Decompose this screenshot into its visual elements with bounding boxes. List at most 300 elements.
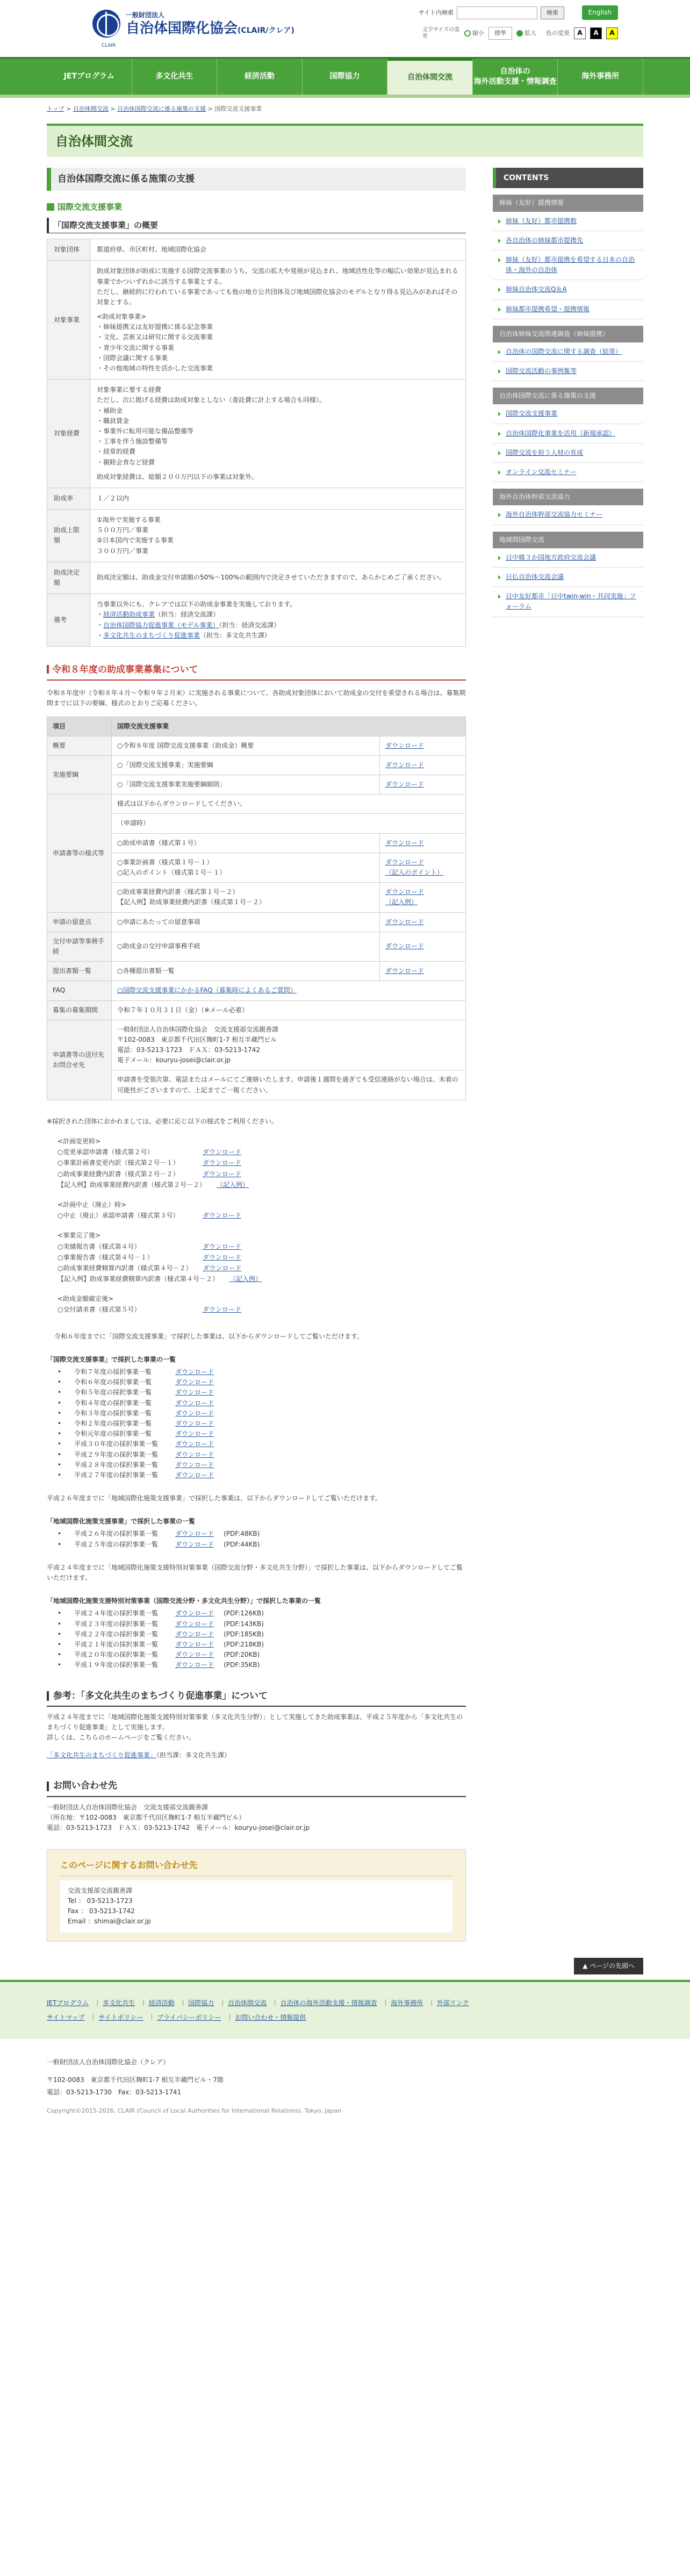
list-label: • 平成２４年度の採択事業一覧 [74, 1609, 159, 1618]
item-text: ○「国際交流支援事業」実施要綱 [112, 755, 380, 775]
value-line: ・国際会議に関する事業 [97, 354, 168, 362]
row-value [90, 239, 466, 261]
sidebar-list [493, 342, 643, 381]
sidebar-category: 姉妹（友好）提携情報 [493, 195, 643, 211]
related-owner: （担当：経済交流課） [155, 611, 220, 619]
breadcrumb-link[interactable]: トップ [47, 105, 64, 112]
download-link[interactable]: ダウンロード [175, 1389, 214, 1397]
overview-table [47, 239, 466, 647]
sidebar-item [493, 342, 643, 362]
radio-icon [464, 30, 471, 37]
list-label: • 令和３年度の採択事業一覧 [74, 1409, 152, 1417]
value-line: ①海外で実施する事業 [97, 516, 161, 524]
color-black-button[interactable]: A [590, 27, 602, 39]
sidebar-link[interactable]: 日中韓３か国地方政府交流会議 [506, 553, 596, 561]
form-name: ○交付請求書（様式第５号） [58, 1306, 141, 1314]
item-text: ○助成事業経費内訳書（様式第１号－２） 【記入例】助成事業経費内訳書（様式第１号－２） [112, 883, 380, 912]
sidebar-item [493, 424, 643, 443]
form-row [58, 1147, 466, 1157]
footer-address [47, 2056, 643, 2098]
breadcrumb-link[interactable]: 自治体間交流 [73, 105, 109, 112]
form-group [58, 1136, 466, 1190]
list-label: • 平成２１年度の採択事業一覧 [74, 1640, 159, 1648]
adopted3-lead: 平成２４年度までに「地域国際化施策支援特別対策事業（国際交流分野・多文化共生分野）」で採択した事業は、以下からダウンロードしてご覧いただけます。 [47, 1563, 463, 1582]
value-line: ・姉妹提携又は友好提携に係る記念事業 [97, 323, 213, 331]
table-row [47, 755, 466, 775]
file-size: (PDF:143KB) [224, 1620, 264, 1628]
download-cell [380, 912, 466, 932]
row-header: 募集の募集期間 [47, 1000, 112, 1020]
inquiry-heading: このページに関するお問い合わせ先 [60, 1858, 452, 1876]
list-item [58, 1377, 466, 1387]
footer-line: 一般財団法人自治体国際化協会（クレア） [47, 2058, 170, 2066]
sidebar-item [493, 568, 643, 587]
value-line: ・職員賃金 [97, 417, 130, 425]
ref-suffix: （担当課：多文化共生課） [156, 1751, 231, 1759]
download-link[interactable]: ダウンロード [175, 1430, 214, 1438]
note-line: ・多文化共生のまちづくり促進事業（担当：多文化共生課） [97, 631, 271, 639]
inquiry-line: Fax ： 03-5213-1742 [68, 1907, 135, 1915]
download-link[interactable]: ダウンロード [203, 1148, 242, 1156]
form-row [58, 1180, 466, 1190]
download-link[interactable]: ダウンロード [175, 1530, 214, 1538]
org-abbr: (CLAIR/クレア) [238, 26, 294, 35]
section-title: 自治体国際交流に係る施策の支援 [47, 168, 466, 191]
ref-text: 平成２４年度までに「地域国際化施策支援特別対策事業（多文化共生分野）」として実施してきた助成事業は、平成２５年度から「多文化共生のまちづくり促進事業」として実施します。 詳しくは、こちらのホームページをご覧ください。 [47, 1713, 463, 1742]
search-input[interactable] [457, 6, 537, 19]
list-label: • 令和６年度の採択事業一覧 [74, 1378, 152, 1386]
footer-link[interactable]: 自治体間交流 [227, 1999, 267, 2007]
value-line: ・その他地域の特性を活かした交流事業 [97, 364, 213, 373]
row-value [90, 261, 466, 380]
font-large-option[interactable]: 拡大 [516, 28, 536, 38]
list-item [58, 1529, 466, 1539]
group-title: <事業完了後> [58, 1232, 101, 1240]
download-link[interactable]: ダウンロード [175, 1471, 214, 1479]
sidebar-link[interactable]: 国際交流を担う人材の育成 [506, 448, 584, 456]
download-link[interactable]: ダウンロード [175, 1609, 214, 1618]
download-link[interactable]: ダウンロード [385, 741, 425, 749]
download-link[interactable]: ダウンロード [203, 1242, 242, 1250]
download-link[interactable]: ダウンロード （記入のポイント） [385, 858, 444, 877]
item-text: 一般財団法人自治体国際化協会 交流支援部交流親善課 〒102-0083 東京都千代田区麹町1-7 相互半蔵門ビル 電話：03-5213-1723 ＦＡＸ：03-5213-1742 電子メール：kouryu-josei@clair.or.jp [112, 1020, 466, 1070]
file-size: (PDF:20KB) [224, 1651, 260, 1659]
download-cell [380, 932, 466, 961]
related-owner: （担当：多文化共生課） [199, 631, 271, 639]
sidebar-link[interactable]: 各自治体の姉妹都市提携先 [506, 236, 584, 244]
list-item [58, 1450, 466, 1460]
nav-item[interactable]: 多文化共生 [132, 59, 218, 95]
sidebar-item [493, 587, 643, 617]
download-link[interactable]: ダウンロード [175, 1450, 214, 1458]
download-cell [380, 883, 466, 912]
value-line: 都道府県、市区町村、地域国際化協会 [97, 246, 207, 254]
value-line: <助成対象事業> [97, 313, 147, 321]
list-label: • 令和７年度の採択事業一覧 [74, 1368, 152, 1376]
download-link[interactable]: ダウンロード [385, 967, 425, 975]
related-link[interactable]: 多文化共生のまちづくり促進事業 [103, 631, 200, 639]
download-link[interactable]: ダウンロード [203, 1212, 242, 1220]
sidebar-link[interactable]: 姉妹（友好）都市提携を希望する日本の自治体・海外の自治体 [506, 255, 635, 274]
sidebar-link[interactable]: 国際交流支援事業 [506, 410, 558, 418]
download-cell [380, 755, 466, 775]
item-text: ○事業計画書（様式第１号－１） ○記入のポイント（様式第１号－１） [112, 853, 380, 882]
row-value [90, 562, 466, 593]
sidebar-list [493, 212, 643, 319]
inquiry-line: 交流支援部交流親善課 [68, 1886, 133, 1894]
file-size: (PDF:126KB) [224, 1609, 264, 1618]
list-item [58, 1408, 466, 1419]
list-item [58, 1439, 466, 1449]
sub-heading: 国際交流支援事業 [58, 202, 123, 212]
org-small: 一般財団法人 [126, 11, 165, 19]
list-label: • 令和元年度の採択事業一覧 [74, 1430, 152, 1438]
list-label: • 令和４年度の採択事業一覧 [74, 1399, 152, 1407]
form-row [58, 1158, 466, 1168]
download-link[interactable]: ダウンロード [385, 781, 425, 789]
form-name: ○中止（廃止）承認申請書（様式第３号） [58, 1212, 179, 1220]
table-row [47, 962, 466, 981]
list-label: • 平成２６年度の採択事業一覧 [74, 1530, 159, 1538]
list-item [58, 1387, 466, 1398]
square-icon [47, 203, 54, 211]
value-line: １／２以内 [97, 494, 130, 502]
list-item [58, 1470, 466, 1480]
site-header [0, 0, 690, 57]
row-header: 提出書類一覧 [47, 962, 112, 981]
form-name: ○助成事業経費精算内訳書（様式第４号－２） [58, 1264, 192, 1272]
sidebar-item [493, 443, 643, 463]
download-link[interactable]: （記入例） [217, 1180, 249, 1189]
row-header: FAQ [47, 981, 112, 1000]
breadcrumb-current: 国際交流支援事業 [214, 105, 262, 112]
file-size: (PDF:35KB) [224, 1661, 260, 1669]
org-name: 自治体国際化協会 [126, 20, 238, 37]
sidebar-link[interactable]: 海外自治体幹部交流協力セミナー [506, 511, 603, 519]
list-item [58, 1540, 466, 1550]
sidebar-item [493, 548, 643, 568]
r8-lead: 令和８年度中（令和８年４月～令和９年２月末）に実施される事業について、各助成対象団体において助成金の交付を希望される場合は、募集期間までに以下の要綱、様式のとおりご応募ください。 [47, 689, 466, 707]
table-row [47, 932, 466, 961]
table-row [47, 1000, 466, 1020]
sidebar-link[interactable]: 姉妹都市提携希望・提携情報 [506, 305, 590, 313]
table-header: 項目 [47, 717, 112, 736]
download-link[interactable]: ダウンロード [175, 1461, 214, 1469]
list-item [58, 1619, 466, 1629]
download-cell [380, 833, 466, 853]
table-header: 国際交流支援事業 [112, 717, 466, 736]
sidebar-link[interactable]: 自治体国際化事業を活用（新規承認） [506, 429, 616, 437]
related-link[interactable]: 経済活動助成事業 [103, 611, 155, 619]
list-label: • 平成３０年度の採択事業一覧 [74, 1440, 159, 1448]
sidebar-category: 自治体国際交流に係る施策の支援 [493, 388, 643, 404]
row-value [90, 594, 466, 647]
value-line: ・青少年交流に関する事業 [97, 344, 175, 352]
form-name: ○助成事業経費内訳書（様式第２号－２） [58, 1170, 179, 1178]
pagetop-button[interactable]: ▲ ページの先頭へ [574, 1958, 643, 1974]
list-label: • 平成２８年度の採択事業一覧 [74, 1461, 159, 1469]
download-link[interactable]: ダウンロード [175, 1419, 214, 1427]
download-link[interactable]: ダウンロード [175, 1620, 214, 1628]
footer-nav: JETプログラム ｜ 多文化共生 ｜ 経済活動 ｜ 国際協力 ｜ 自治体間交流 ｜ 自治体の海外活動支援・情報調査 ｜ 海外事務所 ｜ 外部リンク サイトマップ ｜ サイトポリシー ｜ プライバシーポリシー ｜ お問い合わせ・情報提供 [0, 1980, 690, 2039]
item-text: ○令和８年度 国際交流支援事業（助成金）概要 [112, 736, 380, 755]
value-line: ・文化、芸術又は研究に関する交流事業 [97, 333, 213, 341]
table-row [47, 510, 466, 562]
file-size: (PDF:48KB) [224, 1530, 260, 1538]
form-name: ○事業計画書変更内訳（様式第２号－１） [58, 1159, 179, 1167]
list-item [58, 1608, 466, 1619]
color-label: 色の変更 [546, 30, 570, 37]
footer-link[interactable]: 経済活動 [148, 1999, 175, 2007]
download-link[interactable]: ダウンロード [175, 1651, 214, 1659]
list-item [58, 1419, 466, 1429]
row-header: 申請書等の送付先 お問合せ先 [47, 1020, 112, 1100]
value-line: 助成対象団体が助成に実施する国際交流事業のうち、交流の拡大や発展が見込まれ、地域活性化等の幅広い効果が見込まれる事業でかついずれかに該当する事業とする。 [97, 267, 458, 285]
download-link[interactable]: ダウンロード [175, 1540, 214, 1548]
download-cell [380, 775, 466, 795]
footer-link[interactable]: サイトマップ [47, 2013, 85, 2021]
download-link[interactable]: ダウンロード [175, 1368, 214, 1376]
font-std-option[interactable]: 標準 [488, 27, 512, 40]
footer-link[interactable]: サイトポリシー [98, 2013, 143, 2021]
row-header: 実施要綱 [47, 755, 112, 794]
logo-sub: CLAIR [101, 43, 116, 48]
download-link[interactable]: ダウンロード [175, 1399, 214, 1407]
download-link[interactable]: ダウンロード [175, 1640, 214, 1648]
related-link[interactable]: 自治体国際協力促進事業（モデル事業） [103, 621, 219, 629]
breadcrumb-link[interactable]: 自治体国際交流に係る施策の支援 [117, 105, 206, 112]
list-label: • 平成２２年度の採択事業一覧 [74, 1630, 159, 1638]
list-item [58, 1460, 466, 1470]
contact-text: 一般財団法人自治体国際化協会 交流支援部交流親善課 （所在地：〒102-0083 東京都千代田区麹町1-7 相互半蔵門ビル） 電話：03-5213-1723 ＦＡＸ：03-5213-1742 電子メール：kouryu-josei@clair.or.jp [47, 1803, 310, 1832]
list-label: • 平成２５年度の採択事業一覧 [74, 1540, 159, 1548]
table-row [47, 1020, 466, 1070]
download-link[interactable]: ダウンロード [203, 1253, 242, 1261]
adopted1-title: 「国際交流支援事業」で採択した事業の一覧 [47, 1355, 176, 1363]
color-white-button[interactable]: A [574, 27, 586, 39]
footer-link[interactable]: 外部リンク [436, 1999, 469, 2007]
site-logo[interactable] [92, 10, 294, 48]
download-link[interactable]: ダウンロード [175, 1630, 214, 1638]
item-text: ○申請にあたっての留意事項 [112, 912, 380, 932]
download-link[interactable]: ダウンロード [203, 1306, 242, 1314]
list-label: • 平成２９年度の採択事業一覧 [74, 1450, 159, 1458]
download-link[interactable]: ダウンロード [203, 1159, 242, 1167]
list-item [58, 1650, 466, 1660]
english-button[interactable]: English [582, 5, 618, 20]
table-row [47, 981, 466, 1000]
inquiry-line: Email ：shimai@clair.or.jp [68, 1917, 151, 1926]
form-row [58, 1211, 466, 1221]
footer-line: 電話：03-5213-1730 Fax：03-5213-1741 [47, 2088, 182, 2096]
row-header: 申請の留意点 [47, 912, 112, 932]
sidebar-item [493, 362, 643, 381]
download-link[interactable]: ダウンロード [175, 1409, 214, 1417]
main-content [47, 168, 466, 1942]
search-button[interactable]: 検索 [541, 6, 564, 19]
contact-heading: お問い合わせ先 [53, 1780, 117, 1792]
sidebar-item [493, 251, 643, 280]
footer-link[interactable]: JETプログラム [47, 1999, 89, 2007]
form-row [58, 1263, 466, 1273]
table-row [47, 261, 466, 380]
sidebar-link[interactable]: 自治体の国際交流に関する調査（結果） [506, 347, 622, 355]
form-group [58, 1230, 466, 1284]
list-label: • 平成２３年度の採択事業一覧 [74, 1620, 159, 1628]
nav-item[interactable]: JETプログラム [47, 59, 132, 95]
clair-logo-icon [92, 10, 120, 48]
nav-item[interactable]: 国際協力 [303, 59, 388, 95]
row-header: 助成上限額 [47, 510, 90, 562]
download-link[interactable]: ダウンロード [203, 1264, 242, 1272]
download-link[interactable]: ダウンロード （記入例） [385, 888, 425, 906]
footer-link[interactable]: プライバシーポリシー [157, 2013, 221, 2021]
download-link[interactable]: ダウンロード [175, 1661, 214, 1669]
value-line: 助成対象経費は、総額２００万円以下の事業は対象外。 [97, 473, 258, 481]
list-item [58, 1629, 466, 1640]
row-header: 対象経費 [47, 380, 90, 488]
item-text: （申請時） [112, 814, 466, 833]
table-row [47, 795, 466, 814]
fontsize-label: 文字サイズの変更 [422, 27, 460, 39]
ref-link[interactable]: 「多文化共生のまちづくり促進事業」 [47, 1751, 156, 1759]
value-line: ただし、継続的に行われている事業であっても他の地方公共団体及び地域国際化協会のモデルとなり得る見込みがあればその対象とする。 [97, 288, 458, 306]
nav-item[interactable]: 自治体の 海外活動支援・情報調査 [473, 59, 558, 95]
item-text: 様式は以下からダウンロードしてください。 [112, 795, 466, 814]
sidebar [493, 168, 643, 1942]
value-line: ・親睦会食など経費 [97, 458, 155, 466]
nav-item[interactable]: 自治体間交流 [387, 59, 473, 95]
sidebar-link[interactable]: オンライン交流セミナー [506, 468, 577, 476]
download-link[interactable]: ダウンロード [175, 1440, 214, 1448]
row-header: 対象事業 [47, 261, 90, 380]
item-text: 申請書を受領次第、電話またはメールにてご連絡いたします。申請後１週間を過ぎても受信連絡がない場合は、未着の可能性がございますので、上記までご一報ください。 [112, 1070, 466, 1100]
overview-heading: 「国際交流支援事業」の概要 [47, 218, 466, 233]
value-line [97, 468, 459, 472]
download-link[interactable]: ダウンロード [175, 1378, 214, 1386]
form-name: 【記入例】助成事業経費精算内訳書（様式第４号－２） [58, 1275, 219, 1283]
color-yellow-button[interactable]: A [606, 27, 618, 39]
footer-link[interactable]: 海外事務所 [391, 1999, 423, 2007]
table-row [47, 562, 466, 593]
form-name: 【記入例】助成事業経費内訳書（様式第２号－２） [58, 1180, 206, 1189]
download-link[interactable]: ダウンロード [203, 1170, 242, 1178]
value-line: ②日本国内で実施する事業 [97, 536, 174, 545]
value-line: ・経常的経費 [97, 448, 136, 456]
download-link[interactable]: ダウンロード [385, 918, 425, 926]
row-header: 交付申請等事務手続 [47, 932, 112, 961]
copyright: Copyright©2015-2026, CLAIR (Council of Local Authorities for International Relations), Tokyo, Japan [47, 2107, 342, 2114]
note-lead: 当事業以外にも、クレアでは以下の助成金事業を実施しております。 [97, 600, 297, 609]
page-title: 自治体間交流 [47, 124, 643, 157]
list-item [58, 1429, 466, 1439]
form-row [58, 1253, 466, 1263]
application-table [47, 717, 466, 1100]
sidebar-heading: CONTENTS [493, 168, 643, 188]
download-cell [380, 962, 466, 981]
value-line [97, 307, 459, 312]
related-owner: （担当：経済交流課） [219, 621, 281, 629]
row-value [90, 380, 466, 488]
search-label: サイト内検索 [418, 9, 454, 17]
form-row [58, 1305, 466, 1315]
list-item [58, 1398, 466, 1408]
item-text [112, 981, 466, 1000]
sidebar-item [493, 463, 643, 482]
table-row [47, 380, 466, 488]
row-value [90, 510, 466, 562]
global-nav [0, 57, 690, 98]
form-row [58, 1274, 466, 1284]
sidebar-category: 海外自治体幹部交流協力 [493, 489, 643, 505]
font-small-option[interactable]: 縮小 [464, 28, 484, 38]
faq-link[interactable]: ○国際交流支援事業にかかるFAQ（募集時によくあるご質問） [117, 986, 297, 994]
adopted2-title: 「地域国際化施策支援事業」で採択した事業の一覧 [47, 1518, 196, 1526]
row-header: 対象団体 [47, 239, 90, 261]
value-line: ３００万円／事業 [97, 547, 149, 555]
download-link[interactable]: ダウンロード [385, 839, 425, 847]
note-line: ・自治体国際協力促進事業（モデル事業）（担当：経済交流課） [97, 621, 281, 629]
form-group [58, 1294, 466, 1315]
download-link[interactable]: ダウンロード [385, 942, 425, 950]
item-text: ○助成金の交付申請事務手続 [112, 932, 380, 961]
table-row [47, 594, 466, 647]
sidebar-link[interactable]: 日中友好都市「日中twin-win・共同実施」フォーラム [506, 592, 636, 611]
download-cell [380, 853, 466, 882]
download-link[interactable]: ダウンロード [385, 761, 425, 769]
list-label: • 平成２７年度の採択事業一覧 [74, 1471, 159, 1479]
footer-link[interactable]: お問い合わせ・情報提供 [235, 2013, 306, 2021]
sidebar-list [493, 548, 643, 617]
form-row [58, 1242, 466, 1252]
list-label: • 令和５年度の採択事業一覧 [74, 1389, 152, 1397]
sidebar-link[interactable]: 姉妹自治体交流Q＆A [506, 285, 567, 294]
value-line: 対象事業に要する経費 [97, 386, 162, 394]
row-header: 概要 [47, 736, 112, 755]
sidebar-link[interactable]: 日仏自治体交流会議 [506, 573, 564, 581]
row-header: 備考 [47, 594, 90, 647]
row-header: 申請書等の様式等 [47, 795, 112, 912]
item-text: 令和７年１０月３１日（金）（※メール必着） [112, 1000, 466, 1020]
footer-link[interactable]: 多文化共生 [102, 1999, 135, 2007]
file-size: (PDF:185KB) [224, 1630, 264, 1638]
sidebar-link[interactable]: 国際交流活動の事例集等 [506, 367, 577, 375]
sidebar-list [493, 505, 643, 525]
table-row [47, 912, 466, 932]
inquiry-box [47, 1849, 466, 1941]
nav-item[interactable]: 経済活動 [217, 59, 303, 95]
value-line: ただし、次に掲げる経費は助成対象としない（委託費に計上する場合も同様）。 [97, 396, 326, 404]
adopted-lead: 令和６年度までに「国際交流支援事業」で採択した事業は、以下からダウンロードしてご覧いただけます。 [54, 1332, 364, 1340]
form-name: ○実績報告書（様式第４号） [58, 1242, 141, 1250]
nav-item[interactable]: 海外事務所 [558, 59, 643, 95]
footer-link[interactable]: 自治体の海外活動支援・情報調査 [280, 1999, 377, 2007]
list-item [58, 1640, 466, 1650]
footer-link[interactable]: 国際協力 [188, 1999, 214, 2007]
sidebar-category: 地域間国際交流 [493, 532, 643, 548]
form-group [58, 1200, 466, 1221]
list-label: • 令和２年度の採択事業一覧 [74, 1419, 152, 1427]
form-name: ○事業報告書（様式第４号－１） [58, 1253, 154, 1261]
sidebar-link[interactable]: 姉妹（友好）都市提携数 [506, 217, 577, 225]
download-link[interactable]: （記入例） [229, 1275, 262, 1283]
sidebar-item [493, 404, 643, 424]
value-line: 助成決定額は、助成金交付申請額の50%～100%の範囲内で決定させていただきますので、あらかじめご了承ください。 [97, 574, 445, 582]
group-title: <計画中止（廃止）時> [58, 1200, 127, 1208]
row-value [90, 488, 466, 509]
list-item [58, 1660, 466, 1670]
row-header: 助成率 [47, 488, 90, 509]
